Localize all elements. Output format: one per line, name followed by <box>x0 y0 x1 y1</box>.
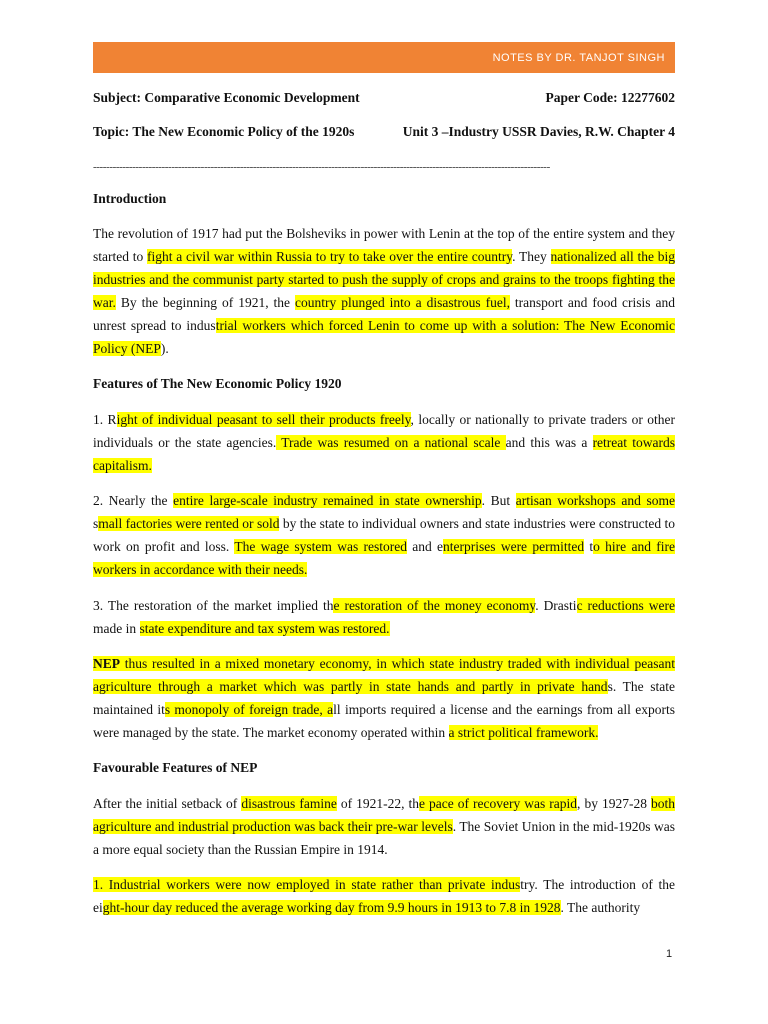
highlighted-text: entire large-scale industry remained in state ownership <box>173 493 482 508</box>
text-segment: ll imports required a license and the earnings from all exports were managed by the state. The market economy operated within <box>93 702 675 740</box>
text-segment: . Drasti <box>535 598 577 613</box>
highlighted-text: nterprises were permitted <box>443 539 585 554</box>
highlighted-text: country plunged into a disastrous fuel, <box>295 295 510 310</box>
text-segment: made in <box>93 621 140 636</box>
highlighted-text: both agriculture and industrial production was back their pre-war levels <box>93 796 675 834</box>
text-segment: By the beginning of 1921, the <box>115 295 296 310</box>
text-segment: . But <box>481 493 516 508</box>
highlighted-text: The wage system was restored <box>234 539 407 554</box>
text-segment: s. The state maintained it <box>93 679 675 717</box>
header-banner <box>93 42 675 73</box>
text-segment: . They <box>512 249 551 264</box>
highlighted-text: thus resulted in a mixed monetary economy, in which state industry traded with individual peasant agriculture through a market which was partly in state hands and partly in private hand <box>93 656 675 694</box>
paragraph-feature-3 <box>93 594 675 640</box>
paragraph-favourable <box>93 792 675 861</box>
banner-text: NOTES BY DR. TANJOT SINGH <box>492 51 665 64</box>
subject: Subject: Comparative Economic Development <box>93 90 360 105</box>
highlighted-text: trial workers which forced Lenin to come up with a solution: The New Economic Policy (NEP <box>93 318 676 356</box>
text-segment: 1. R <box>93 412 117 427</box>
text-segment: of 1921-22, th <box>336 796 420 811</box>
highlighted-text: a strict political framework. <box>448 725 599 740</box>
divider: -------------------------------------------------------------------------------------------------------------------------------------------- <box>93 161 550 173</box>
highlighted-text: Trade was resumed on a national scale <box>276 435 506 450</box>
topic: Topic: The New Economic Policy of the 1920s <box>93 124 355 139</box>
text-segment: ). <box>160 341 169 356</box>
heading-introduction: Introduction <box>93 191 167 206</box>
highlighted-text: e pace of recovery was rapid <box>419 796 578 811</box>
paragraph-feature-2 <box>93 489 675 581</box>
highlighted-text: disastrous famine <box>241 796 337 811</box>
text-segment: 2. Nearly the <box>93 493 174 508</box>
text-segment: . The authority <box>560 900 641 915</box>
text-segment: . The Soviet Union in the mid-1920s was a more equal society than the Russian Empire in 1914. <box>93 819 675 857</box>
subject-row <box>93 90 675 106</box>
paper-code: Paper Code: 12277602 <box>545 90 675 105</box>
highlighted-text: state expenditure and tax system was restored. <box>139 621 390 636</box>
text-segment: t <box>584 539 594 554</box>
highlighted-text: retreat towards capitalism. <box>93 435 676 473</box>
highlighted-text: nationalized all the big industries and the communist party started to push the supply of crops and grains to the troops fighting the war. <box>93 249 675 310</box>
text-segment: After the initial setback of <box>93 796 242 811</box>
text-segment: and e <box>406 539 444 554</box>
text-segment: , by 1927-28 <box>577 796 651 811</box>
text-segment: , locally or nationally to private traders or other individuals or the state agencies. <box>93 412 675 450</box>
highlighted-text: e restoration of the money economy <box>333 598 536 613</box>
highlighted-text: 1. Industrial workers were now employed in state rather than private indus <box>93 877 521 892</box>
highlighted-text: ight of individual peasant to sell their products freely <box>116 412 411 427</box>
highlighted-text: ght-hour day reduced the average working day from 9.9 hours in 1913 to 7.8 in 1928 <box>102 900 561 915</box>
unit: Unit 3 –Industry USSR Davies, R.W. Chapter 4 <box>402 124 675 139</box>
highlighted-text: artisan workshops and some <box>515 493 675 508</box>
highlighted-text: s monopoly of foreign trade, a <box>164 702 334 717</box>
page-number: 1 <box>666 948 673 960</box>
highlighted-text: c reductions were <box>576 598 675 613</box>
heading-favourable: Favourable Features of NEP <box>93 760 258 775</box>
text-segment: transport and food crisis and unrest spread to indus <box>93 295 676 333</box>
paragraph-industrial <box>93 873 675 919</box>
text-segment: try. The introduction of the ei <box>93 877 676 915</box>
text-segment: The revolution of 1917 had put the Bolsheviks in power with Lenin at the top of the entire system and they started to <box>93 226 675 264</box>
paragraph-introduction <box>93 222 675 360</box>
text-segment: by the state to individual owners and state industries were constructed to work on profit and loss. <box>93 516 675 554</box>
heading-features: Features of The New Economic Policy 1920 <box>93 376 342 391</box>
text-segment: s <box>93 516 99 531</box>
topic-row <box>93 124 675 140</box>
text-segment: and this was a <box>505 435 593 450</box>
paragraph-feature-1 <box>93 408 675 477</box>
highlighted-text: fight a civil war within Russia to try to take over the entire country <box>147 249 513 264</box>
text-segment: 3. The restoration of the market implied th <box>93 598 334 613</box>
highlighted-text: mall factories were rented or sold <box>98 516 280 531</box>
highlighted-text: NEP <box>93 656 120 671</box>
paragraph-nep-summary <box>93 652 675 744</box>
highlighted-text: o hire and fire workers in accordance with their needs. <box>93 539 675 577</box>
